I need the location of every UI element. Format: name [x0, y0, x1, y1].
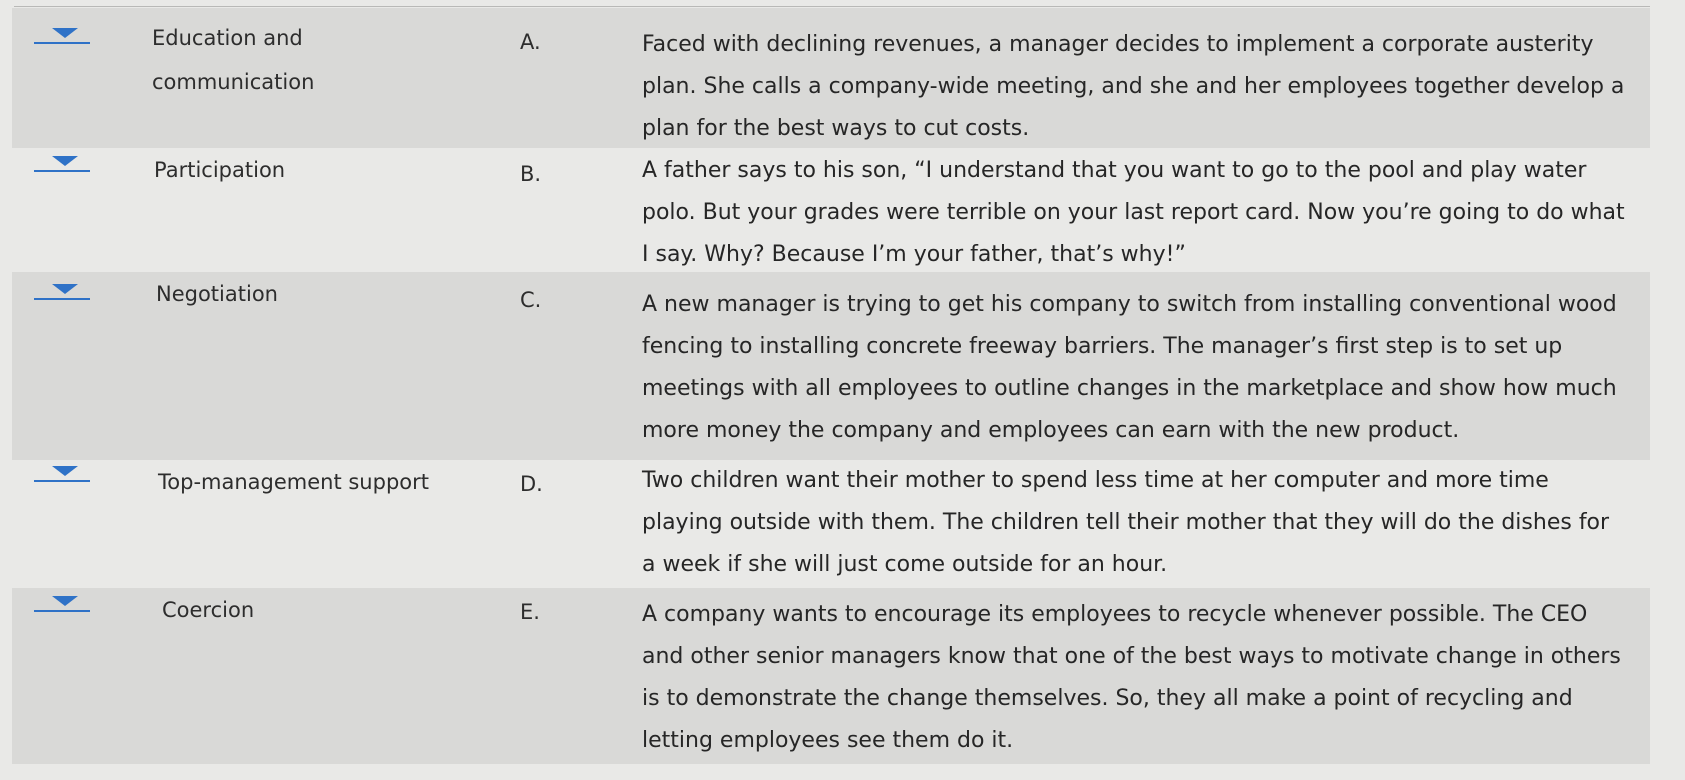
- option-letter: E.: [520, 600, 540, 624]
- answer-select-3[interactable]: [34, 282, 90, 312]
- select-underline: [34, 298, 90, 300]
- option-letter: A.: [520, 30, 541, 54]
- option-description: A new manager is trying to get his company to switch from installing conventional wood fencing to installing concrete freeway barriers. The manager’s first step is to set up meetings with all employees to outline changes in the marketplace and show how much more money the company and employees can earn with the new product.: [642, 292, 1617, 443]
- match-row-5: [12, 588, 1650, 764]
- chevron-down-icon: [52, 284, 78, 294]
- option-description: Faced with declining revenues, a manager decides to implement a corporate austerity plan. She calls a company-wide meeting, and she and her employees together develop a plan for the best ways to cut costs.: [642, 32, 1625, 141]
- top-divider: [14, 6, 1650, 7]
- select-underline: [34, 610, 90, 612]
- option-description: A company wants to encourage its employees to recycle whenever possible. The CEO and other senior managers know that one of the best ways to motivate change in others is to demonstrate the change themselves. So, they all make a point of recycling and letting employees see them do it.: [642, 602, 1621, 753]
- answer-select-5[interactable]: [34, 594, 90, 624]
- term-label: Negotiation: [156, 282, 278, 306]
- term-label: Top-management support: [158, 470, 429, 494]
- select-underline: [34, 42, 90, 44]
- answer-select-1[interactable]: [34, 26, 90, 56]
- term-label: Participation: [154, 158, 286, 182]
- option-letter: C.: [520, 288, 542, 312]
- match-row-2: [12, 148, 1650, 272]
- term-label: Coercion: [162, 598, 255, 622]
- answer-select-4[interactable]: [34, 464, 90, 494]
- option-letter: D.: [520, 472, 543, 496]
- chevron-down-icon: [52, 466, 78, 476]
- select-underline: [34, 170, 90, 172]
- match-row-4: [12, 460, 1650, 588]
- answer-select-2[interactable]: [34, 154, 90, 184]
- option-description: Two children want their mother to spend less time at her computer and more time playing outside with them. The children tell their mother that they will do the dishes for a week if she will just come outside for an hour.: [642, 468, 1610, 577]
- match-row-1: [12, 8, 1650, 148]
- term-label: Education and communication: [152, 26, 315, 94]
- match-row-3: [12, 272, 1650, 460]
- chevron-down-icon: [52, 28, 78, 38]
- option-description: A father says to his son, “I understand that you want to go to the pool and play water polo. But your grades were terrible on your last report card. Now you’re going to do what I say. Why? Because I’m your father, that’s why!”: [642, 158, 1625, 267]
- select-underline: [34, 480, 90, 482]
- option-letter: B.: [520, 162, 542, 186]
- chevron-down-icon: [52, 596, 78, 606]
- chevron-down-icon: [52, 156, 78, 166]
